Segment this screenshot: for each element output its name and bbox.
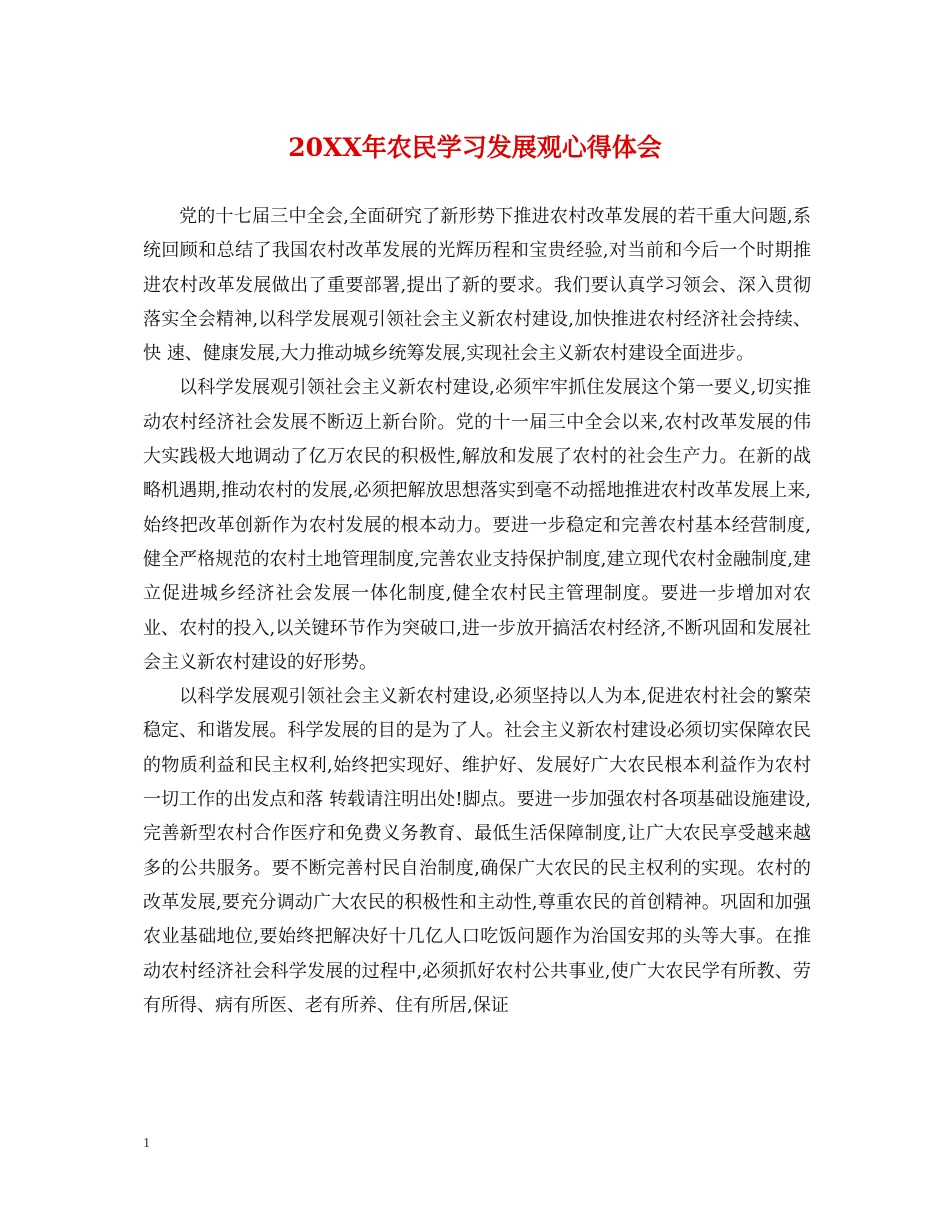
paragraph-3: 以科学发展观引领社会主义新农村建设,必须坚持以人为本,促进农村社会的繁荣稳定、和谐发展。科学发展的目的是为了人。社会主义新农村建设必须切实保障农民的物质利益和民主权利,始终把实现好、维护好、发展好广大农民根本利益作为农村一切工作的出发点和落 转载请注明出处!脚点。要进一步加强农村各项基础设施建设,完善新型农村合作医疗和免费义务教育、最低生活保障制度,让广大农民享受越来越多的公共服务。要不断完善村民自治制度,确保广大农民的民主权利的实现。农村的改革发展,要充分调动广大农民的积极性和主动性,尊重农民的首创精神。巩固和加强农业基础地位,要始终把解决好十几亿人口吃饭问题作为治国安邦的头等大事。在推动农村经济社会科学发展的过程中,必须抓好农村公共事业,使广大农民学有所教、劳有所得、病有所医、老有所养、住有所居,保证: [143, 686, 811, 1016]
paragraph-2: 以科学发展观引领社会主义新农村建设,必须牢牢抓住发展这个第一要义,切实推动农村经济社会发展不断迈上新台阶。党的十一届三中全会以来,农村改革发展的伟大实践极大地调动了亿万农民的积极性,解放和发展了农村的社会生产力。在新的战略机遇期,推动农村的发展,必须把解放思想落实到毫不动摇地推进农村改革发展上来,始终把改革创新作为农村发展的根本动力。要进一步稳定和完善农村基本经营制度,健全严格规范的农村土地管理制度,完善农业支持保护制度,建立现代农村金融制度,建立促进城乡经济社会发展一体化制度,健全农村民主管理制度。要进一步增加对农业、农村的投入,以关键环节作为突破口,进一步放开搞活农村经济,不断巩固和发展社会主义新农村建设的好形势。: [143, 377, 811, 673]
document-body: [143, 200, 811, 1023]
paragraph-1: 党的十七届三中全会,全面研究了新形势下推进农村改革发展的若干重大问题,系统回顾和总结了我国农村改革发展的光辉历程和宝贵经验,对当前和今后一个时期推进农村改革发展做出了重要部署,提出了新的要求。我们要认真学习领会、深入贯彻落实全会精神,以科学发展观引领社会主义新农村建设,加快推进农村经济社会持续、快 速、健康发展,大力推动城乡统筹发展,实现社会主义新农村建设全面进步。: [143, 206, 811, 365]
page-number: 1: [143, 1136, 150, 1151]
document-title: 20XX年农民学习发展观心得体会: [288, 133, 662, 162]
